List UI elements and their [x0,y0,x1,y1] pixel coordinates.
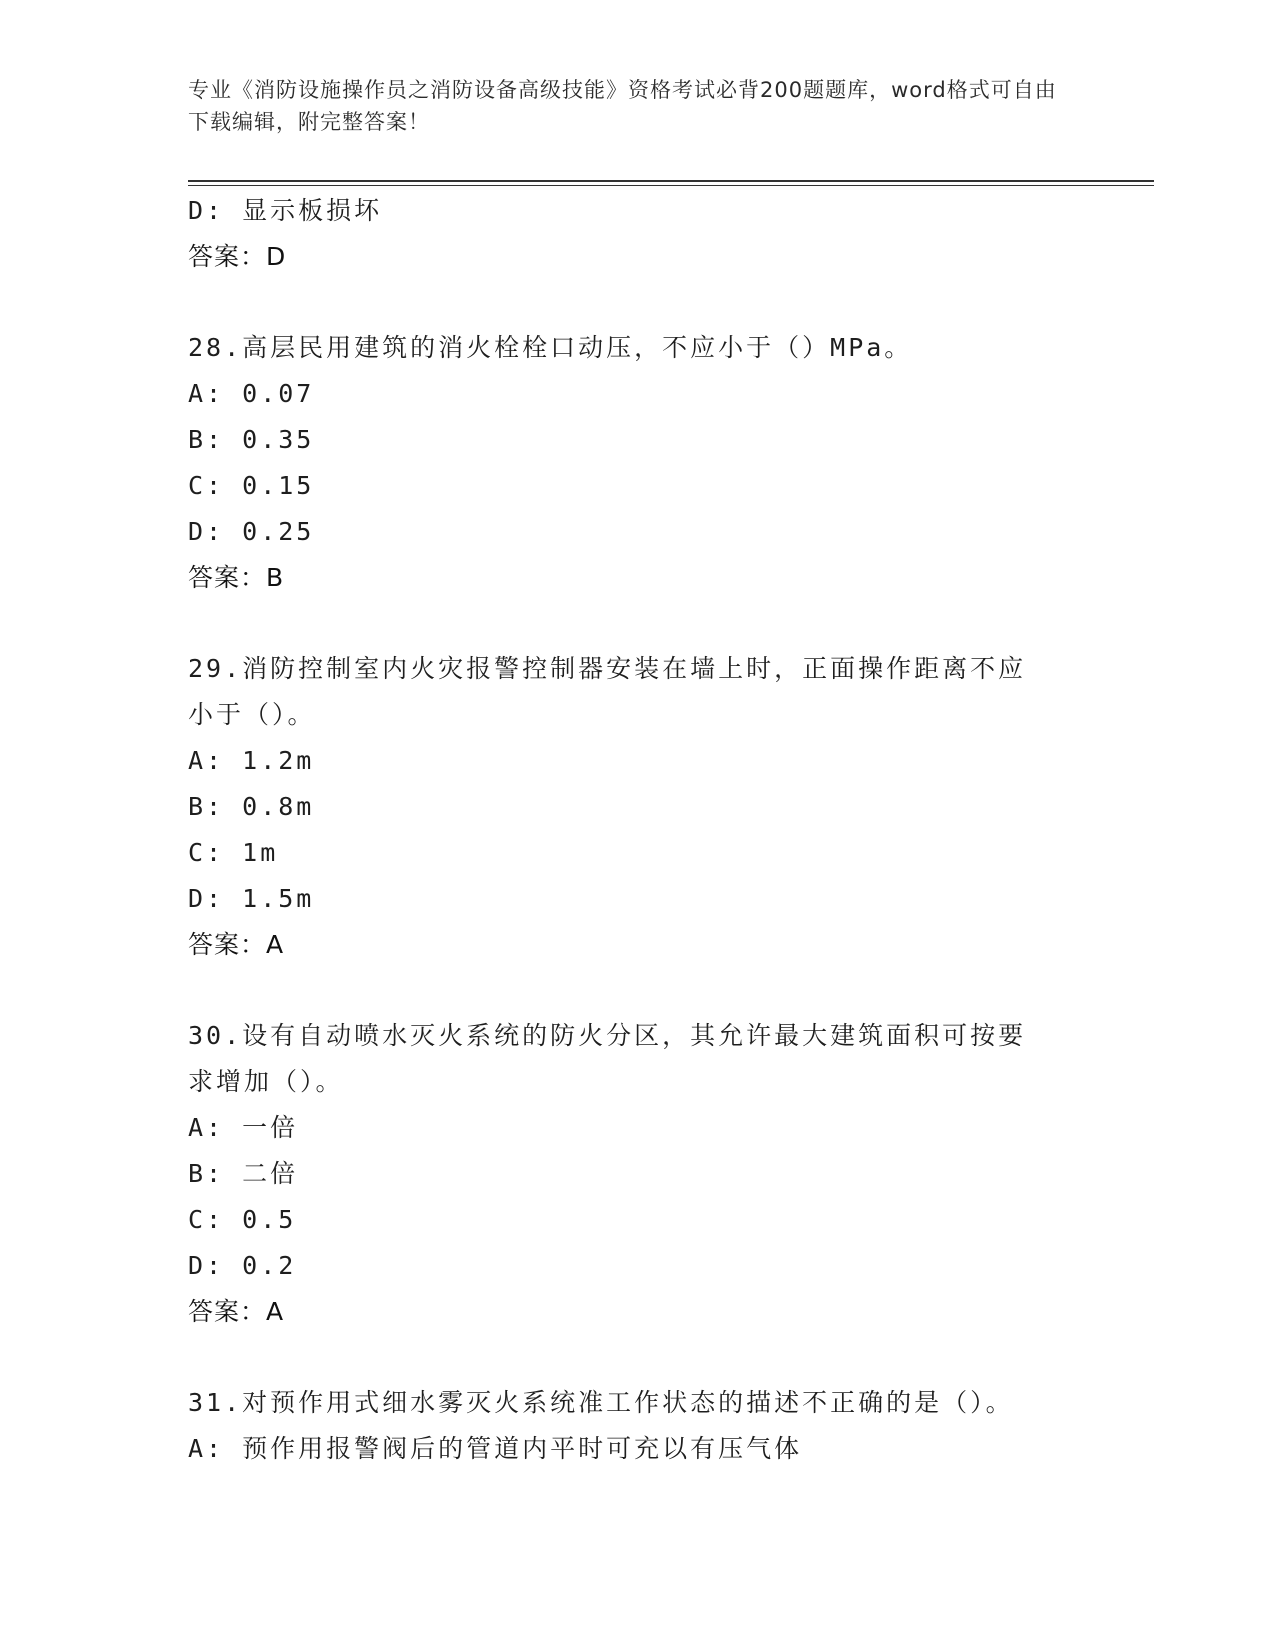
option: C: 0.15 [188,471,315,500]
spacer [188,601,1088,646]
question-stem: 30.设有自动喷水灭火系统的防火分区，其允许最大建筑面积可按要求增加（）。 [188,1021,1027,1096]
option: C: 0.5 [188,1205,297,1234]
option: D: 0.25 [188,517,315,546]
option: D: 0.2 [188,1251,297,1280]
option: A: 0.07 [188,379,315,408]
answer: 答案：B [188,563,285,592]
document-body [188,188,1088,1472]
question-stem: 31.对预作用式细水雾灭火系统准工作状态的描述不正确的是（）。 [188,1388,1014,1417]
option: C: 1m [188,838,279,867]
option: B: 二倍 [188,1159,299,1188]
prev-option-d: D: 显示板损坏 [188,196,383,225]
spacer [188,968,1088,1013]
question-stem: 29.消防控制室内火灾报警控制器安装在墙上时，正面操作距离不应小于（）。 [188,654,1027,729]
prev-answer: 答案：D [188,242,287,271]
page-header: 专业《消防设施操作员之消防设备高级技能》资格考试必背200题题库，word格式可自由下载编辑，附完整答案！ [188,78,1057,134]
option: B: 0.8m [188,792,315,821]
answer: 答案：A [188,1297,285,1326]
spacer [188,280,1088,325]
answer: 答案：A [188,930,285,959]
option: A: 预作用报警阀后的管道内平时可充以有压气体 [188,1434,803,1463]
option: D: 1.5m [188,884,315,913]
question-stem: 28.高层民用建筑的消火栓栓口动压，不应小于（）MPa。 [188,333,913,362]
option: A: 一倍 [188,1113,299,1142]
header-rule-thin [188,185,1154,186]
header-rule-thick [188,180,1154,182]
spacer [188,1335,1088,1380]
option: A: 1.2m [188,746,315,775]
option: B: 0.35 [188,425,315,454]
